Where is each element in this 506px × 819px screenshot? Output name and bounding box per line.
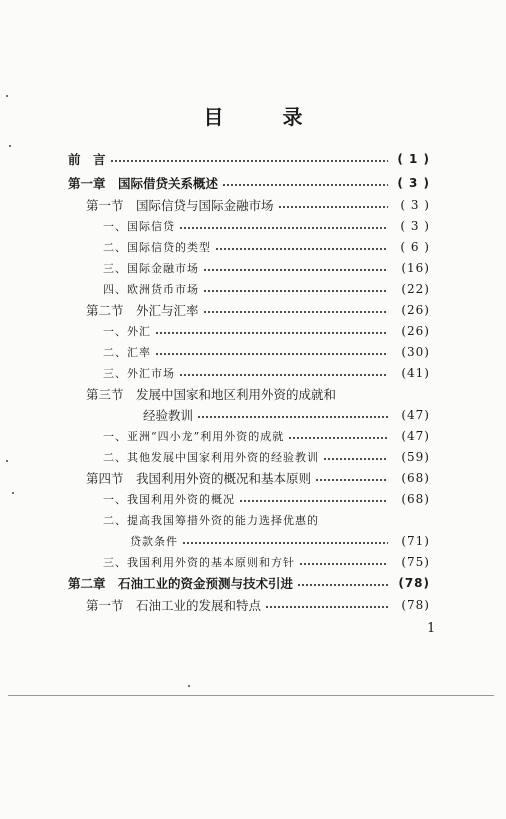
toc-entry-label: 三、我国利用外资的基本原则和方针	[103, 556, 295, 569]
toc-entry-section-2-1[interactable]	[86, 595, 430, 615]
scan-edge-line	[8, 695, 494, 696]
toc-entry-label: 第二节 外汇与汇率	[86, 303, 199, 318]
toc-entry-label: 一、亚洲“四小龙”利用外资的成就	[103, 430, 285, 443]
toc-entry-page: (75)	[401, 555, 430, 569]
toc-entry-section-1-4[interactable]	[86, 468, 430, 488]
toc-entry-page: (26)	[401, 324, 430, 338]
toc-entry-subsection[interactable]	[103, 216, 430, 236]
toc-entry-label: 三、外汇市场	[103, 367, 175, 380]
toc-entry-label: 第四节 我国利用外资的概况和基本原则	[86, 471, 312, 486]
dot-leader	[179, 227, 388, 229]
dot-leader	[299, 563, 388, 565]
dot-leader	[110, 160, 388, 162]
dot-leader	[297, 584, 388, 586]
toc-entry-label: 第三节 发展中国家和地区利用外资的成就和	[86, 387, 337, 402]
toc-entry-section-1-1[interactable]	[86, 195, 430, 215]
toc-entry-subsection-continued[interactable]	[130, 531, 430, 551]
page-title: 目 录	[203, 105, 329, 129]
toc-entry-label: 一、国际信贷	[103, 220, 175, 233]
toc-entry-page: (78)	[401, 598, 430, 612]
page-number: 1	[427, 621, 436, 636]
dot-leader	[315, 479, 388, 481]
toc-entry-subsection[interactable]	[103, 363, 430, 383]
toc-entry-page: ( 6 )	[400, 240, 430, 254]
toc-entry-page: ( 3 )	[397, 176, 430, 190]
scan-speck	[6, 460, 8, 462]
dot-leader	[278, 206, 388, 208]
toc-entry-chapter-2[interactable]	[68, 573, 430, 593]
toc-entry-label: 三、国际金融市场	[103, 262, 199, 275]
toc-entry-page: ( 3 )	[400, 219, 430, 233]
toc-entry-label: 二、国际信贷的类型	[103, 241, 211, 254]
toc-entry-subsection[interactable]	[103, 279, 430, 299]
dot-leader	[239, 500, 388, 502]
toc-entry-page: (16)	[401, 261, 430, 275]
scan-speck	[12, 492, 14, 494]
toc-entry-label: 第一章 国际借贷关系概述	[68, 176, 219, 191]
toc-entry-label: 四、欧洲货币市场	[103, 283, 199, 296]
toc-entry-label: 二、提高我国筹措外资的能力选择优惠的	[103, 514, 319, 527]
toc-entry-subsection[interactable]	[103, 426, 430, 446]
toc-entry-page: (68)	[401, 492, 430, 506]
toc-entry-section-1-3[interactable]	[86, 384, 430, 404]
toc-entry-label: 第一节 国际信贷与国际金融市场	[86, 198, 274, 213]
toc-entry-section-1-2[interactable]	[86, 300, 430, 320]
dot-leader	[203, 290, 388, 292]
toc-entry-preface[interactable]	[68, 149, 430, 169]
toc-entry-label-continuation: 经验教训	[143, 408, 194, 423]
scan-speck	[188, 685, 190, 687]
toc-entry-label-continuation: 贷款条件	[130, 535, 178, 548]
toc-entry-subsection[interactable]	[103, 258, 430, 278]
dot-leader	[155, 332, 388, 334]
dot-leader	[203, 311, 388, 313]
toc-entry-page: (41)	[401, 366, 430, 380]
toc-entry-page: (30)	[401, 345, 430, 359]
dot-leader	[203, 269, 388, 271]
toc-entry-subsection[interactable]	[103, 447, 430, 467]
toc-entry-page: ( 1 )	[397, 152, 430, 166]
toc-entry-label: 第二章 石油工业的资金预测与技术引进	[68, 576, 294, 591]
dot-leader	[222, 184, 388, 186]
toc-entry-page: (47)	[401, 429, 430, 443]
toc-entry-subsection[interactable]	[103, 510, 430, 530]
toc-entry-label: 二、其他发展中国家利用外资的经验教训	[103, 451, 319, 464]
dot-leader	[155, 353, 388, 355]
scan-speck	[9, 145, 11, 147]
scan-speck	[6, 95, 8, 97]
toc-entry-label: 前 言	[68, 152, 106, 167]
dot-leader	[215, 248, 388, 250]
toc-entry-page: (68)	[401, 471, 430, 485]
toc-entry-subsection[interactable]	[103, 342, 430, 362]
dot-leader	[265, 606, 388, 608]
toc-entry-subsection[interactable]	[103, 237, 430, 257]
toc-entry-section-1-3-continued[interactable]	[143, 405, 430, 425]
toc-entry-subsection[interactable]	[103, 489, 430, 509]
toc-entry-subsection[interactable]	[103, 552, 430, 572]
toc-entry-subsection[interactable]	[103, 321, 430, 341]
toc-entry-page: (59)	[401, 450, 430, 464]
toc-entry-page: (26)	[401, 303, 430, 317]
dot-leader	[323, 458, 388, 460]
dot-leader	[288, 437, 388, 439]
toc-entry-page: (78)	[398, 576, 430, 590]
toc-entry-page: (22)	[401, 282, 430, 296]
toc-entry-chapter-1[interactable]	[68, 173, 430, 193]
toc-entry-label: 二、汇率	[103, 346, 151, 359]
dot-leader	[197, 416, 388, 418]
toc-entry-page: (47)	[401, 408, 430, 422]
toc-entry-label: 第一节 石油工业的发展和特点	[86, 598, 262, 613]
toc-entry-page: ( 3 )	[400, 198, 430, 212]
dot-leader	[179, 374, 388, 376]
dot-leader	[182, 542, 388, 544]
toc-entry-page: (71)	[401, 534, 430, 548]
toc-entry-label: 一、我国利用外资的概况	[103, 493, 235, 506]
toc-entry-label: 一、外汇	[103, 325, 151, 338]
